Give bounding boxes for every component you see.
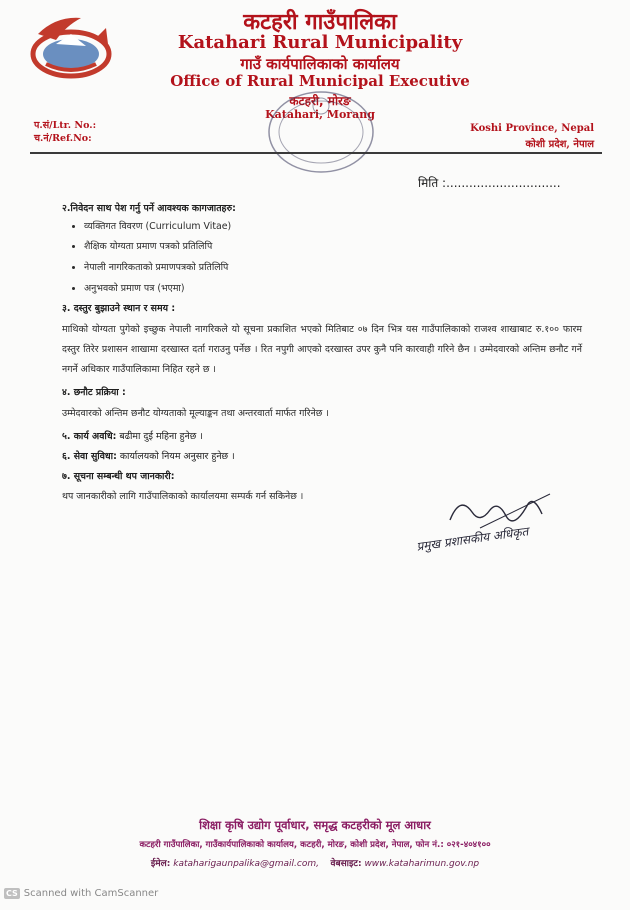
header-divider xyxy=(30,152,602,154)
office-stamp xyxy=(262,84,380,180)
office-name-nepali: गाउँ कार्यपालिकाको कार्यालय xyxy=(240,55,400,73)
footer-email[interactable]: kataharigaunpalika@gmail.com, xyxy=(173,859,319,869)
section-6-text: कार्यालयको नियम अनुसार हुनेछ । xyxy=(116,450,235,462)
list-item: • अनुभवको प्रमाण पत्र (भएमा) xyxy=(84,282,582,296)
list-item: • शैक्षिक योग्यता प्रमाण पत्रको प्रतिलिपि xyxy=(84,240,582,254)
footer-contact xyxy=(60,856,570,869)
date-field: मिति :.............................. xyxy=(418,176,561,190)
required-documents-list xyxy=(62,220,582,296)
section-4-title: ४. छनौट प्रक्रिया : xyxy=(62,387,126,399)
footer-address: कटहरी गाउँपालिका, गाउँकार्यपालिकाको कार्यालय, कटहरी, मोरङ, कोशी प्रदेश, नेपाल, फोन नं.: ०२१-४०४१०० xyxy=(139,840,491,850)
province-english: Koshi Province, Nepal xyxy=(470,123,594,134)
reference-number-label: च.नं/Ref.No: xyxy=(34,133,92,144)
website-label: वेबसाइट: xyxy=(330,859,362,869)
signatory-title: प्रमुख प्रशासकीय अधिकृत xyxy=(415,524,530,554)
municipality-name-nepali: कटहरी गाउँपालिका xyxy=(243,10,397,35)
notice-body xyxy=(62,196,582,511)
camscanner-label: Scanned with CamScanner xyxy=(23,888,159,899)
section-3-title: ३. दस्तुर बुझाउने स्थान र समय : xyxy=(62,303,176,315)
section-5-text: बढीमा दुई महिना हुनेछ । xyxy=(116,431,203,443)
camscanner-icon: CS xyxy=(6,889,18,898)
section-4-text: उम्मेदवारको अन्तिम छनौट योग्यताको मूल्याङ्कन तथा अन्तरवार्ता मार्फत गरिनेछ । xyxy=(62,408,329,420)
office-name-english: Office of Rural Municipal Executive xyxy=(170,72,470,90)
address-english: Katahari, Morang xyxy=(265,108,375,121)
signature-block xyxy=(410,490,580,570)
municipality-emblem-logo xyxy=(26,14,116,80)
section-3-text: माथिको योग्यता पुगेको इच्छुक नेपाली नागरिकले यो सूचना प्रकाशित भएको मितिबाट ०७ दिन भित्र यस गाउँपालिकाको राजश्व शाखाबाट रु.१०० फारम दस्तुर तिरेर प्रशासन शाखामा दरखास्त दर्ता गराउनु पर्नेछ । रित नपुगी आएको दरखास्त उपर कुनै पनि कारवाही गरिने छैन । उम्मेदवारको अन्तिम छनौट गर्ने नगर्ने अधिकार गाउँपालिकामा निहित रहने छ । xyxy=(62,323,582,376)
camscanner-watermark xyxy=(4,888,158,899)
list-item: • नेपाली नागरिकताको प्रमाणपत्रको प्रतिलिपि xyxy=(84,261,582,275)
footer-slogan: शिक्षा कृषि उद्योग पूर्वाधार, समृद्ध कटहरीको मूल आधार xyxy=(199,818,431,832)
section-7-title: ७. सूचना सम्बन्धी थप जानकारी: xyxy=(62,470,175,482)
section-5-title: ५. कार्य अवधि: xyxy=(62,431,117,443)
address-nepali: कटहरी, मोरङ xyxy=(289,94,351,108)
municipality-name-english: Katahari Rural Municipality xyxy=(177,32,463,53)
footer-website[interactable]: www.kataharimun.gov.np xyxy=(364,859,480,869)
letter-number-label: प.सं/Ltr. No.: xyxy=(34,120,97,131)
list-item: • व्यक्तिगत विवरण (Curriculum Vitae) xyxy=(84,220,582,234)
section-2-title: २.निवेदन साथ पेश गर्नु पर्ने आवश्यक कागजातहरु: xyxy=(62,203,236,214)
email-label: ईमेल: xyxy=(150,859,171,869)
province-nepali: कोशी प्रदेश, नेपाल xyxy=(525,139,594,150)
section-7-text: थप जानकारीको लागि गाउँपालिकाको कार्यालयमा सम्पर्क गर्न सकिनेछ । xyxy=(62,491,304,503)
section-6-line xyxy=(62,450,582,464)
section-5-line xyxy=(62,430,582,444)
section-6-title: ६. सेवा सुविधा: xyxy=(62,450,117,462)
